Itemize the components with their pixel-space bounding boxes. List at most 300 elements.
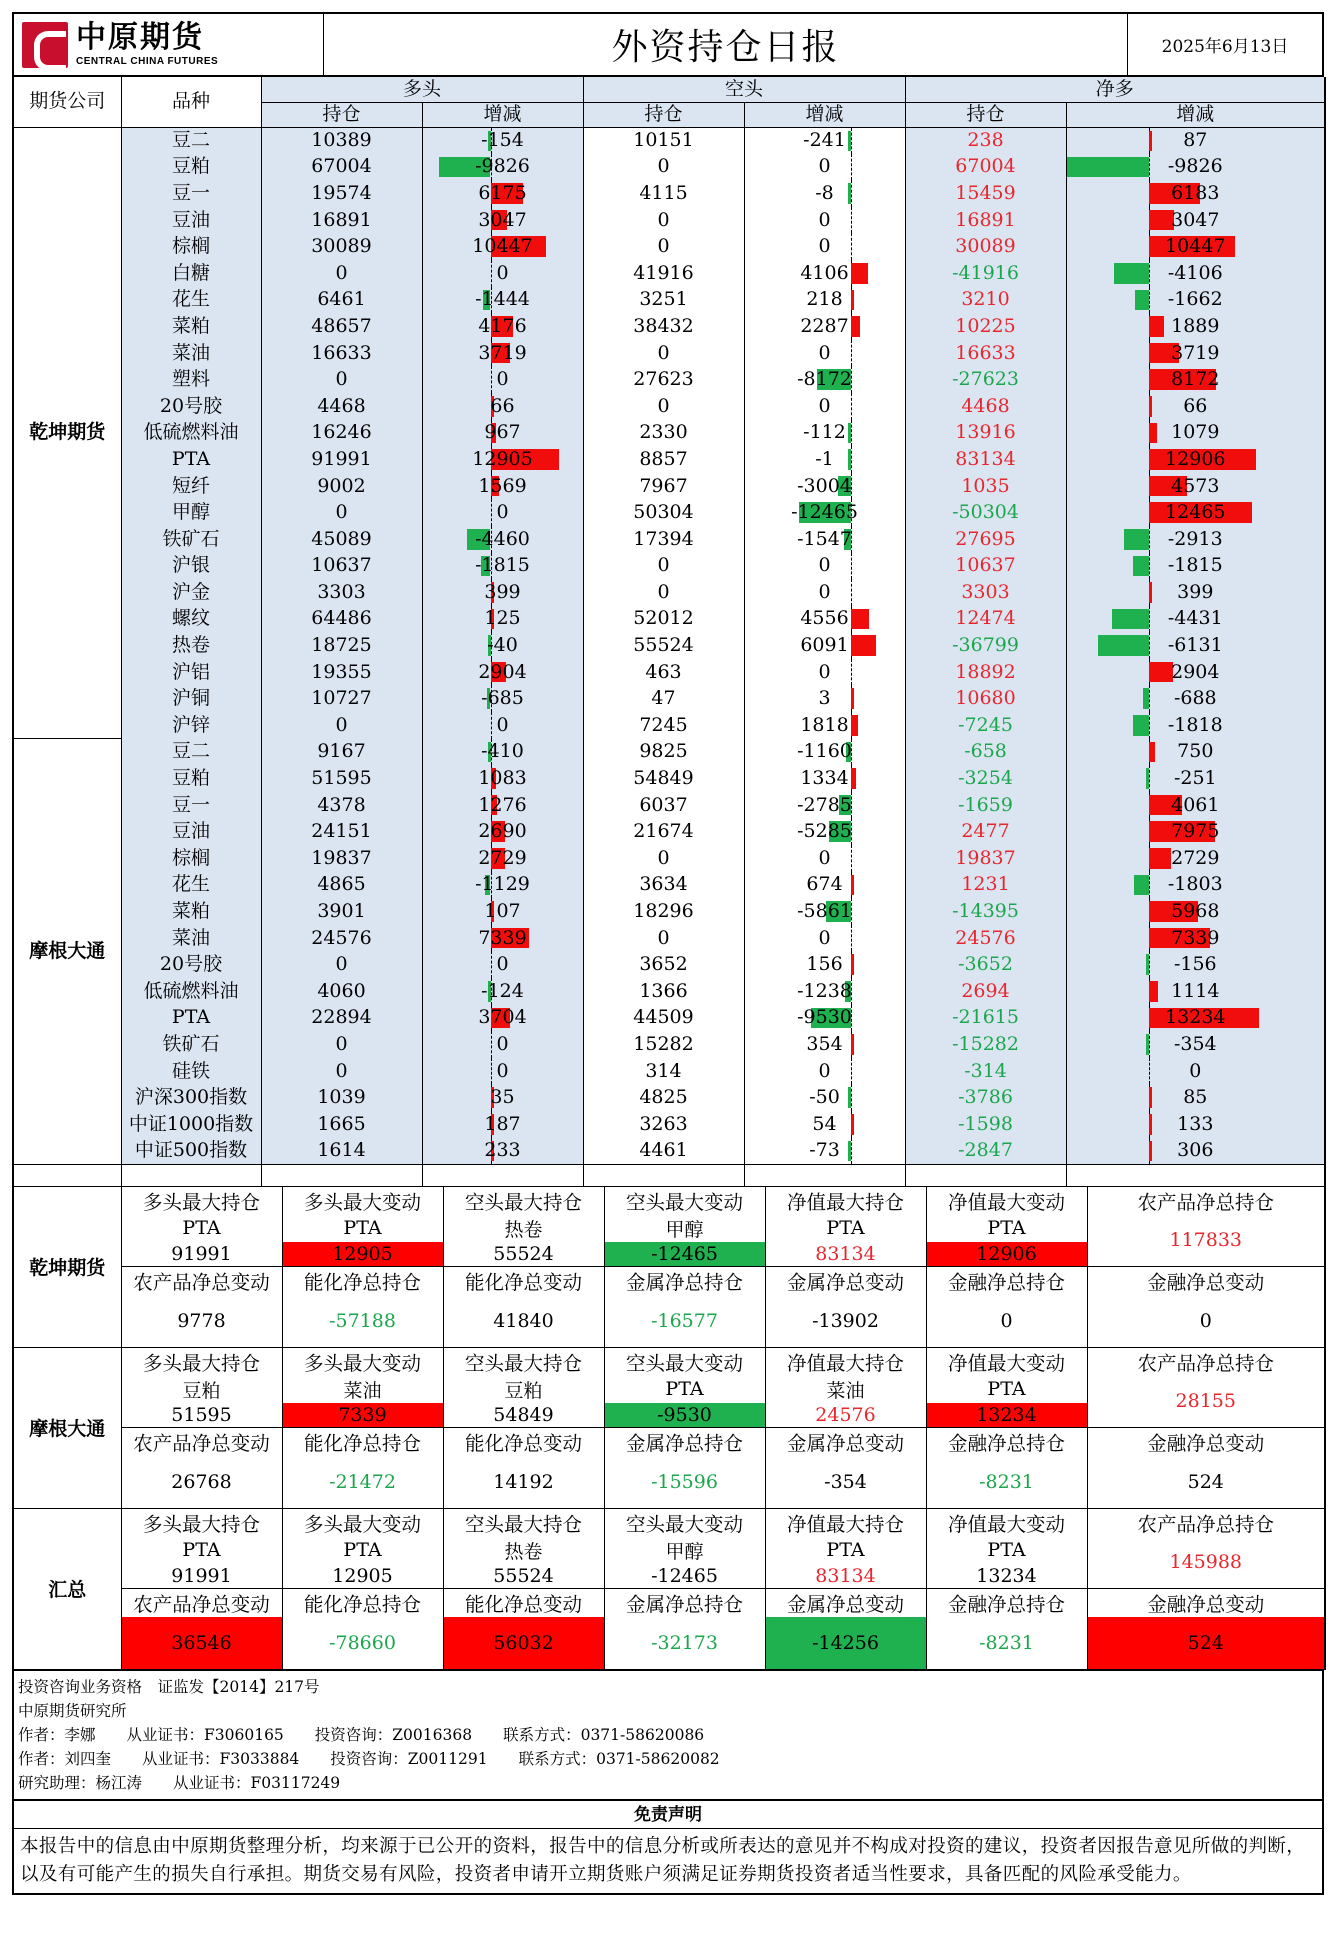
short-position: 6037 xyxy=(583,792,744,819)
change-value: 2729 xyxy=(478,846,527,869)
change-value: 2287 xyxy=(800,314,849,337)
change-value: 0 xyxy=(496,713,509,736)
author-1: 作者：李娜 从业证书：F3060165 投资咨询：Z0016368 联系方式：0371-58620086 xyxy=(18,1725,705,1744)
change-value: 35 xyxy=(490,1086,515,1109)
change-cell xyxy=(744,420,905,447)
summary-value: 9778 xyxy=(121,1295,282,1347)
zero-axis xyxy=(851,659,852,686)
summary-label: 金融净总持仓 xyxy=(926,1428,1087,1457)
change-cell xyxy=(1066,366,1325,393)
change-cell xyxy=(422,553,583,580)
zero-axis xyxy=(851,1084,852,1111)
change-value: 1114 xyxy=(1171,979,1220,1002)
decrease-bar xyxy=(848,423,851,444)
summary-value: -16577 xyxy=(604,1295,765,1347)
summary-label: 空头最大变动 xyxy=(604,1347,765,1376)
change-value: 750 xyxy=(1177,740,1214,763)
increase-bar xyxy=(1149,396,1152,417)
change-cell xyxy=(744,526,905,553)
decrease-bar xyxy=(848,1087,851,1108)
change-value: -4106 xyxy=(1167,261,1223,284)
table-row xyxy=(13,207,1325,234)
change-cell xyxy=(422,287,583,314)
change-value: -1444 xyxy=(475,288,530,311)
long-position: 0 xyxy=(261,1031,422,1058)
change-cell xyxy=(1066,340,1325,367)
summary-label: 能化净总变动 xyxy=(443,1589,604,1618)
summary-value: -12465 xyxy=(604,1242,765,1267)
increase-bar xyxy=(851,688,854,709)
change-value: 107 xyxy=(484,900,521,923)
summary-variety: PTA xyxy=(121,1215,282,1242)
change-cell xyxy=(1066,1005,1325,1032)
change-value: 87 xyxy=(1183,129,1208,152)
summary-label: 多头最大持仓 xyxy=(121,1508,282,1537)
decrease-bar xyxy=(1112,609,1149,630)
variety-name: 白糖 xyxy=(121,260,261,287)
change-cell xyxy=(1066,313,1325,340)
summary-label: 空头最大持仓 xyxy=(443,1347,604,1376)
short-position: 52012 xyxy=(583,606,744,633)
change-value: 967 xyxy=(484,421,521,444)
change-value: -156 xyxy=(1173,953,1217,976)
summary-value: 524 xyxy=(1087,1617,1325,1669)
change-cell xyxy=(1066,393,1325,420)
change-value: -9530 xyxy=(797,1006,852,1029)
change-cell xyxy=(422,526,583,553)
change-value: 12465 xyxy=(1165,501,1226,524)
summary-label: 能化净总变动 xyxy=(443,1267,604,1296)
net-position: 10680 xyxy=(905,685,1066,712)
change-cell xyxy=(1066,712,1325,739)
change-cell xyxy=(744,872,905,899)
short-position: 0 xyxy=(583,340,744,367)
change-cell xyxy=(1066,499,1325,526)
summary-value: 83134 xyxy=(765,1242,926,1267)
decrease-bar xyxy=(848,449,851,470)
change-cell xyxy=(744,287,905,314)
summary-variety: PTA xyxy=(282,1537,443,1564)
change-value: 1818 xyxy=(800,713,849,736)
change-cell xyxy=(422,420,583,447)
long-position: 19574 xyxy=(261,180,422,207)
zero-axis xyxy=(851,128,852,154)
decrease-bar xyxy=(1146,954,1149,975)
change-cell xyxy=(422,340,583,367)
institute: 中原期货研究所 xyxy=(18,1701,127,1720)
summary-value: 13234 xyxy=(926,1403,1087,1428)
change-cell xyxy=(422,127,583,154)
summary-label: 多头最大变动 xyxy=(282,1187,443,1215)
change-cell xyxy=(1066,1111,1325,1138)
change-value: -9826 xyxy=(475,155,530,178)
summary-value: -8231 xyxy=(926,1456,1087,1508)
change-cell xyxy=(422,845,583,872)
table-row xyxy=(13,606,1325,633)
variety-name: 热卷 xyxy=(121,632,261,659)
change-cell xyxy=(744,685,905,712)
summary-label: 净值最大变动 xyxy=(926,1187,1087,1215)
zero-axis xyxy=(1149,685,1150,712)
summary-value: 36546 xyxy=(121,1617,282,1669)
table-row xyxy=(13,260,1325,287)
change-cell xyxy=(422,180,583,207)
increase-bar xyxy=(1149,742,1155,763)
variety-name: 豆一 xyxy=(121,792,261,819)
net-position: -1659 xyxy=(905,792,1066,819)
zero-axis xyxy=(1149,1058,1150,1085)
change-cell xyxy=(744,127,905,154)
zero-axis xyxy=(1149,872,1150,899)
change-value: 0 xyxy=(818,155,831,178)
short-position: 0 xyxy=(583,579,744,606)
qualification: 投资咨询业务资格 证监发【2014】217号 xyxy=(18,1677,320,1696)
summary-value: 24576 xyxy=(765,1403,926,1428)
variety-name: 低硫燃料油 xyxy=(121,420,261,447)
long-position: 3901 xyxy=(261,898,422,925)
increase-bar xyxy=(851,609,870,630)
col-long-change: 增减 xyxy=(422,102,583,127)
table-row xyxy=(13,898,1325,925)
long-position: 24151 xyxy=(261,818,422,845)
spacer-row xyxy=(13,1164,1325,1186)
summary-label: 能化净总持仓 xyxy=(282,1428,443,1457)
long-position: 0 xyxy=(261,366,422,393)
summary-value: 91991 xyxy=(121,1242,282,1267)
summary-value: -57188 xyxy=(282,1295,443,1347)
long-position: 0 xyxy=(261,260,422,287)
change-cell xyxy=(744,739,905,766)
variety-name: 豆二 xyxy=(121,739,261,766)
short-position: 0 xyxy=(583,207,744,234)
increase-bar xyxy=(1149,1087,1152,1108)
table-row xyxy=(13,792,1325,819)
change-value: 2904 xyxy=(478,660,527,683)
change-value: -251 xyxy=(1173,767,1217,790)
net-position: 13916 xyxy=(905,420,1066,447)
variety-name: 棕榈 xyxy=(121,233,261,260)
short-position: 7245 xyxy=(583,712,744,739)
summary-label-row xyxy=(13,1508,1325,1537)
change-cell xyxy=(744,207,905,234)
variety-name: 菜油 xyxy=(121,340,261,367)
table-row xyxy=(13,1058,1325,1085)
change-value: 6091 xyxy=(800,634,849,657)
change-cell xyxy=(422,792,583,819)
change-cell xyxy=(744,712,905,739)
variety-name: 豆粕 xyxy=(121,154,261,181)
variety-name: 沪铜 xyxy=(121,685,261,712)
change-cell xyxy=(1066,1084,1325,1111)
change-value: 3047 xyxy=(1171,208,1220,231)
change-cell xyxy=(422,393,583,420)
change-value: -354 xyxy=(1173,1032,1217,1055)
short-position: 55524 xyxy=(583,632,744,659)
change-cell xyxy=(422,606,583,633)
short-position: 15282 xyxy=(583,1031,744,1058)
table-row xyxy=(13,1111,1325,1138)
table-row xyxy=(13,951,1325,978)
short-position: 50304 xyxy=(583,499,744,526)
change-value: 66 xyxy=(490,394,515,417)
change-value: 674 xyxy=(806,873,843,896)
net-position: -14395 xyxy=(905,898,1066,925)
col-short: 空头 xyxy=(583,77,905,102)
zero-axis xyxy=(1149,553,1150,580)
change-value: -9826 xyxy=(1167,155,1223,178)
long-position: 9002 xyxy=(261,473,422,500)
variety-name: 沪银 xyxy=(121,553,261,580)
summary-variety: 菜油 xyxy=(282,1376,443,1403)
zero-axis xyxy=(1149,260,1150,287)
short-position: 463 xyxy=(583,659,744,686)
net-position: 2694 xyxy=(905,978,1066,1005)
change-value: -124 xyxy=(481,979,524,1002)
change-value: -2913 xyxy=(1167,527,1223,550)
table-row xyxy=(13,313,1325,340)
change-value: 2690 xyxy=(478,820,527,843)
change-cell xyxy=(744,154,905,181)
summary-value: 55524 xyxy=(443,1242,604,1267)
net-position: 24576 xyxy=(905,925,1066,952)
net-position: -36799 xyxy=(905,632,1066,659)
long-position: 16891 xyxy=(261,207,422,234)
table-row xyxy=(13,845,1325,872)
summary-label: 金融净总变动 xyxy=(1087,1589,1325,1618)
change-cell xyxy=(1066,845,1325,872)
change-value: 233 xyxy=(484,1139,521,1162)
long-position: 51595 xyxy=(261,765,422,792)
summary-label: 金属净总变动 xyxy=(765,1267,926,1296)
change-cell xyxy=(1066,579,1325,606)
long-position: 1039 xyxy=(261,1084,422,1111)
change-value: -73 xyxy=(809,1139,840,1162)
change-cell xyxy=(744,366,905,393)
change-value: 187 xyxy=(484,1112,521,1135)
change-value: 3 xyxy=(818,687,831,710)
summary-variety: 菜油 xyxy=(765,1376,926,1403)
logo-cn: 中原期货 xyxy=(76,19,204,55)
change-value: -4431 xyxy=(1167,607,1223,630)
summary-variety: 热卷 xyxy=(443,1537,604,1564)
change-value: 4556 xyxy=(800,607,849,630)
increase-bar xyxy=(1149,848,1172,869)
variety-name: 沪深300指数 xyxy=(121,1084,261,1111)
change-cell xyxy=(744,845,905,872)
change-value: 3719 xyxy=(478,341,527,364)
increase-bar xyxy=(1149,316,1165,337)
table-row xyxy=(13,180,1325,207)
summary-value: -21472 xyxy=(282,1456,443,1508)
summary-label: 净值最大持仓 xyxy=(765,1508,926,1537)
zero-axis xyxy=(851,845,852,872)
variety-name: 豆一 xyxy=(121,180,261,207)
short-position: 9825 xyxy=(583,739,744,766)
disclaimer-text: 本报告中的信息由中原期货整理分析，均来源于已公开的资料，报告中的信息分析或所表达的意见并不构成对投资的建议，投资者因报告意见所做的判断，以及有可能产生的损失自行承担。期货交易有风险，投资者申请开立期货账户须满足证券期货投资者适当性要求，具备匹配的风险承受能力。 xyxy=(12,1829,1324,1895)
change-cell xyxy=(1066,872,1325,899)
summary-label: 金属净总持仓 xyxy=(604,1267,765,1296)
change-value: 10447 xyxy=(1165,235,1226,258)
zero-axis xyxy=(491,1031,492,1058)
table-row xyxy=(13,154,1325,181)
table-row xyxy=(13,1005,1325,1032)
change-cell xyxy=(744,978,905,1005)
zero-axis xyxy=(1149,951,1150,978)
author-2: 作者：刘四奎 从业证书：F3033884 投资咨询：Z0011291 联系方式：0371-58620082 xyxy=(18,1749,720,1768)
net-position: 19837 xyxy=(905,845,1066,872)
company-name: 乾坤期货 xyxy=(13,127,121,739)
long-position: 10637 xyxy=(261,553,422,580)
change-cell xyxy=(744,446,905,473)
change-cell xyxy=(422,765,583,792)
short-position: 17394 xyxy=(583,526,744,553)
change-value: 7339 xyxy=(478,926,527,949)
net-position: -3786 xyxy=(905,1084,1066,1111)
change-value: 1079 xyxy=(1171,421,1220,444)
zero-axis xyxy=(851,420,852,447)
increase-bar xyxy=(851,1114,854,1135)
change-value: 218 xyxy=(806,288,843,311)
zero-axis xyxy=(1149,606,1150,633)
change-value: 1889 xyxy=(1171,314,1220,337)
table-row xyxy=(13,1031,1325,1058)
net-position: 30089 xyxy=(905,233,1066,260)
change-value: 0 xyxy=(818,341,831,364)
change-cell xyxy=(744,233,905,260)
change-value: 0 xyxy=(818,1059,831,1082)
variety-name: 中证1000指数 xyxy=(121,1111,261,1138)
change-cell xyxy=(744,951,905,978)
change-cell xyxy=(1066,553,1325,580)
net-position: 10225 xyxy=(905,313,1066,340)
zero-axis xyxy=(851,180,852,207)
position-table xyxy=(12,77,1326,1187)
change-value: -12465 xyxy=(791,501,858,524)
variety-name: 豆油 xyxy=(121,818,261,845)
variety-name: 短纤 xyxy=(121,473,261,500)
summary-variety: 热卷 xyxy=(443,1215,604,1242)
spacer-cell xyxy=(121,1164,261,1186)
change-value: 0 xyxy=(818,554,831,577)
table-row xyxy=(13,1084,1325,1111)
short-position: 44509 xyxy=(583,1005,744,1032)
change-value: -1662 xyxy=(1167,288,1223,311)
net-position: 1231 xyxy=(905,872,1066,899)
summary-label: 金属净总持仓 xyxy=(604,1589,765,1618)
net-position: 12474 xyxy=(905,606,1066,633)
short-position: 314 xyxy=(583,1058,744,1085)
variety-name: 沪金 xyxy=(121,579,261,606)
short-position: 0 xyxy=(583,393,744,420)
increase-bar xyxy=(851,635,876,656)
change-cell xyxy=(1066,606,1325,633)
summary-value: 145988 xyxy=(1169,1551,1243,1574)
change-cell xyxy=(744,659,905,686)
change-value: 13234 xyxy=(1165,1006,1226,1029)
change-value: 3047 xyxy=(478,208,527,231)
long-position: 0 xyxy=(261,1058,422,1085)
summary-value: 51595 xyxy=(121,1403,282,1428)
change-cell xyxy=(422,659,583,686)
long-position: 91991 xyxy=(261,446,422,473)
net-position: 27695 xyxy=(905,526,1066,553)
change-value: -688 xyxy=(1173,687,1217,710)
change-value: 4176 xyxy=(478,314,527,337)
col-net-change: 增减 xyxy=(1066,102,1325,127)
variety-name: 花生 xyxy=(121,287,261,314)
change-value: -2785 xyxy=(797,793,852,816)
report-title: 外资持仓日报 xyxy=(324,14,1128,75)
zero-axis xyxy=(851,393,852,420)
change-value: -410 xyxy=(481,740,524,763)
table-row xyxy=(13,872,1325,899)
summary-value: -78660 xyxy=(282,1617,443,1669)
zero-axis xyxy=(851,154,852,181)
table-row xyxy=(13,233,1325,260)
net-position: 67004 xyxy=(905,154,1066,181)
zero-axis xyxy=(1149,526,1150,553)
change-value: 0 xyxy=(496,501,509,524)
change-value: 12906 xyxy=(1165,447,1226,470)
change-value: -241 xyxy=(803,129,846,152)
change-cell xyxy=(422,233,583,260)
summary-label: 金融净总变动 xyxy=(1087,1428,1325,1457)
change-cell xyxy=(1066,420,1325,447)
change-cell xyxy=(744,1058,905,1085)
summary-value: 83134 xyxy=(765,1564,926,1589)
table-row xyxy=(13,393,1325,420)
summary-variety: 甲醇 xyxy=(604,1215,765,1242)
change-cell xyxy=(744,499,905,526)
table-row xyxy=(13,818,1325,845)
table-row xyxy=(13,685,1325,712)
disclaimer-title: 免责声明 xyxy=(12,1801,1324,1829)
change-value: 2729 xyxy=(1171,846,1220,869)
change-value: -6131 xyxy=(1167,634,1223,657)
change-cell xyxy=(1066,659,1325,686)
summary-item-row xyxy=(13,1537,1325,1564)
summary-label: 空头最大持仓 xyxy=(443,1187,604,1215)
change-value: -1129 xyxy=(475,873,530,896)
change-value: 3704 xyxy=(478,1006,527,1029)
change-cell xyxy=(1066,127,1325,154)
short-position: 0 xyxy=(583,154,744,181)
long-position: 1665 xyxy=(261,1111,422,1138)
short-position: 0 xyxy=(583,925,744,952)
change-value: -1238 xyxy=(797,979,852,1002)
table-row xyxy=(13,739,1325,766)
change-value: 125 xyxy=(484,607,521,630)
net-position: -314 xyxy=(905,1058,1066,1085)
long-position: 16246 xyxy=(261,420,422,447)
net-position: -21615 xyxy=(905,1005,1066,1032)
change-cell xyxy=(1066,207,1325,234)
change-cell xyxy=(422,712,583,739)
spacer-cell xyxy=(1066,1164,1325,1186)
long-position: 4060 xyxy=(261,978,422,1005)
long-position: 4468 xyxy=(261,393,422,420)
change-value: 0 xyxy=(496,953,509,976)
summary-variety: PTA xyxy=(282,1215,443,1242)
increase-bar xyxy=(851,1034,854,1055)
summary-label-row xyxy=(13,1428,1325,1457)
summary-value: 12906 xyxy=(926,1242,1087,1267)
change-cell xyxy=(422,739,583,766)
change-cell xyxy=(1066,1058,1325,1085)
change-value: -1815 xyxy=(475,554,530,577)
change-cell xyxy=(1066,792,1325,819)
change-cell xyxy=(422,1138,583,1165)
